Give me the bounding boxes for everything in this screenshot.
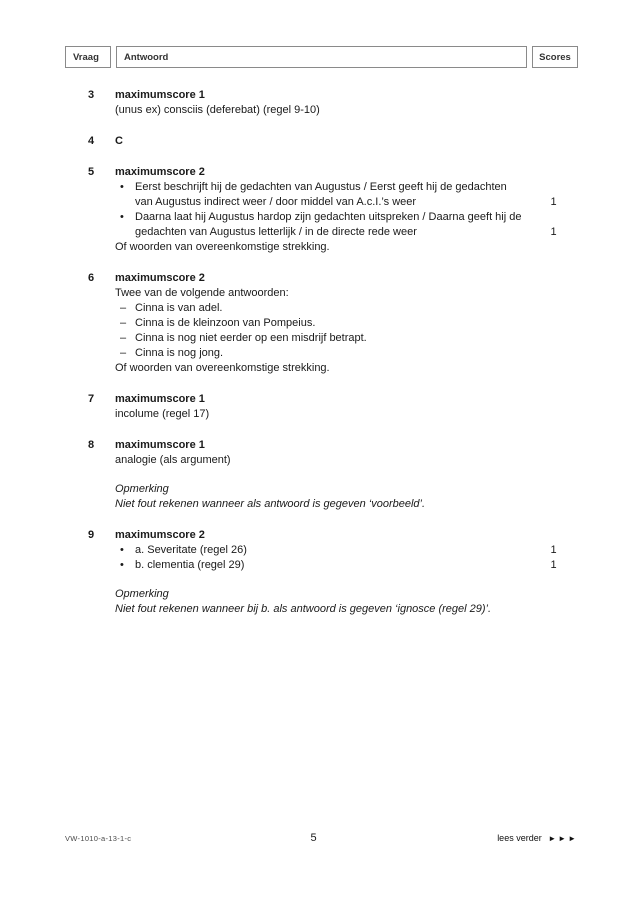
content-line: incolume (regel 17) — [115, 408, 210, 420]
score-value: 1 — [550, 559, 557, 571]
document-code: VW-1010-a-13-1-c — [65, 834, 132, 843]
item-number: 9 — [88, 529, 95, 541]
item-title: maximumscore 2 — [115, 166, 205, 178]
bullet-line — [115, 180, 578, 210]
item-body — [115, 134, 578, 149]
triple-arrow-icon: ►►► — [548, 834, 578, 843]
content-line: Twee van de volgende antwoorden: — [115, 287, 289, 299]
bullet-line — [115, 331, 578, 346]
content-line: (unus ex) consciis (deferebat) (regel 9-10) — [115, 104, 320, 116]
note-block — [115, 482, 510, 512]
bullet-text: Cinna is van adel. — [135, 302, 223, 314]
bullet-text: Cinna is de kleinzoon van Pompeius. — [135, 317, 316, 329]
antwoord-label: Antwoord — [124, 51, 169, 63]
bullet-text: Daarna laat hij Augustus hardop zijn gedachten uitspreken / Daarna geeft hij de gedachten van Augustus letterlijk / in de directe rede weer — [135, 211, 522, 238]
answer-item — [88, 88, 578, 118]
bullet-text: Eerst beschrijft hij de gedachten van Augustus / Eerst geeft hij de gedachten van Augustus indirect weer / door middel van A.c.I.’s weer — [135, 181, 507, 208]
bullet-text: b. clementia (regel 29) — [135, 559, 245, 571]
item-content — [115, 180, 578, 255]
page-number: 5 — [310, 832, 317, 844]
bullet-marker: • — [120, 181, 124, 193]
note-line: Opmerking — [115, 588, 169, 600]
item-content — [115, 103, 578, 118]
item-number: 8 — [88, 439, 95, 451]
item-content — [115, 453, 578, 512]
bullet-marker: – — [120, 347, 127, 359]
answer-item — [88, 392, 578, 422]
content-line: analogie (als argument) — [115, 454, 231, 466]
item-number: 7 — [88, 393, 95, 405]
item-title: maximumscore 2 — [115, 529, 205, 541]
answer-item — [88, 165, 578, 255]
continue-indicator — [325, 831, 578, 846]
item-title: maximumscore 1 — [115, 89, 205, 101]
note-block — [115, 587, 510, 617]
item-number: 4 — [88, 135, 95, 147]
score-value: 1 — [550, 196, 557, 208]
bullet-text: Cinna is nog niet eerder op een misdrijf betrapt. — [135, 332, 367, 344]
scores-column-header — [532, 46, 578, 68]
bullet-line — [115, 316, 578, 331]
scores-label: Scores — [539, 51, 571, 63]
bullet-line — [115, 301, 578, 316]
item-body — [115, 88, 578, 118]
bullet-marker: • — [120, 211, 124, 223]
answer-item — [88, 271, 578, 376]
item-content — [115, 407, 578, 422]
item-number: 6 — [88, 272, 95, 284]
antwoord-column-header — [116, 46, 527, 68]
item-body — [115, 271, 578, 376]
answer-item — [88, 528, 578, 617]
bullet-text: Cinna is nog jong. — [135, 347, 224, 359]
bullet-marker: • — [120, 544, 124, 556]
bullet-marker: • — [120, 559, 124, 571]
item-number: 3 — [88, 89, 95, 101]
score-value: 1 — [550, 544, 557, 556]
note-line: Niet fout rekenen wanneer bij b. als antwoord is gegeven ‘ignosce (regel 29)’. — [115, 603, 492, 615]
continue-label: lees verder — [497, 833, 542, 843]
bullet-marker: – — [120, 302, 127, 314]
note-line: Opmerking — [115, 483, 169, 495]
item-body — [115, 165, 578, 255]
item-title: maximumscore 1 — [115, 439, 205, 451]
item-title: maximumscore 1 — [115, 393, 205, 405]
item-body — [115, 392, 578, 422]
bullet-line — [115, 558, 578, 573]
item-title: C — [115, 135, 123, 147]
bullet-line — [115, 346, 578, 361]
bullet-line — [115, 210, 578, 240]
note-line: Niet fout rekenen wanneer als antwoord is gegeven ‘voorbeeld’. — [115, 498, 426, 510]
bullet-line — [115, 543, 578, 558]
vraag-label: Vraag — [73, 51, 99, 63]
content-line: Of woorden van overeenkomstige strekking. — [115, 241, 330, 253]
answer-item — [88, 438, 578, 512]
bullet-text: a. Severitate (regel 26) — [135, 544, 247, 556]
item-body — [115, 528, 578, 617]
item-content — [115, 286, 578, 376]
score-value: 1 — [550, 226, 557, 238]
bullet-marker: – — [120, 332, 127, 344]
answer-list — [88, 88, 578, 617]
bullet-marker: – — [120, 317, 127, 329]
page-footer — [65, 831, 578, 846]
item-content — [115, 543, 578, 617]
column-header-row — [65, 46, 578, 68]
item-title: maximumscore 2 — [115, 272, 205, 284]
item-body — [115, 438, 578, 512]
content-line: Of woorden van overeenkomstige strekking. — [115, 362, 330, 374]
answer-item — [88, 134, 578, 149]
vraag-column-header — [65, 46, 111, 68]
item-number: 5 — [88, 166, 95, 178]
